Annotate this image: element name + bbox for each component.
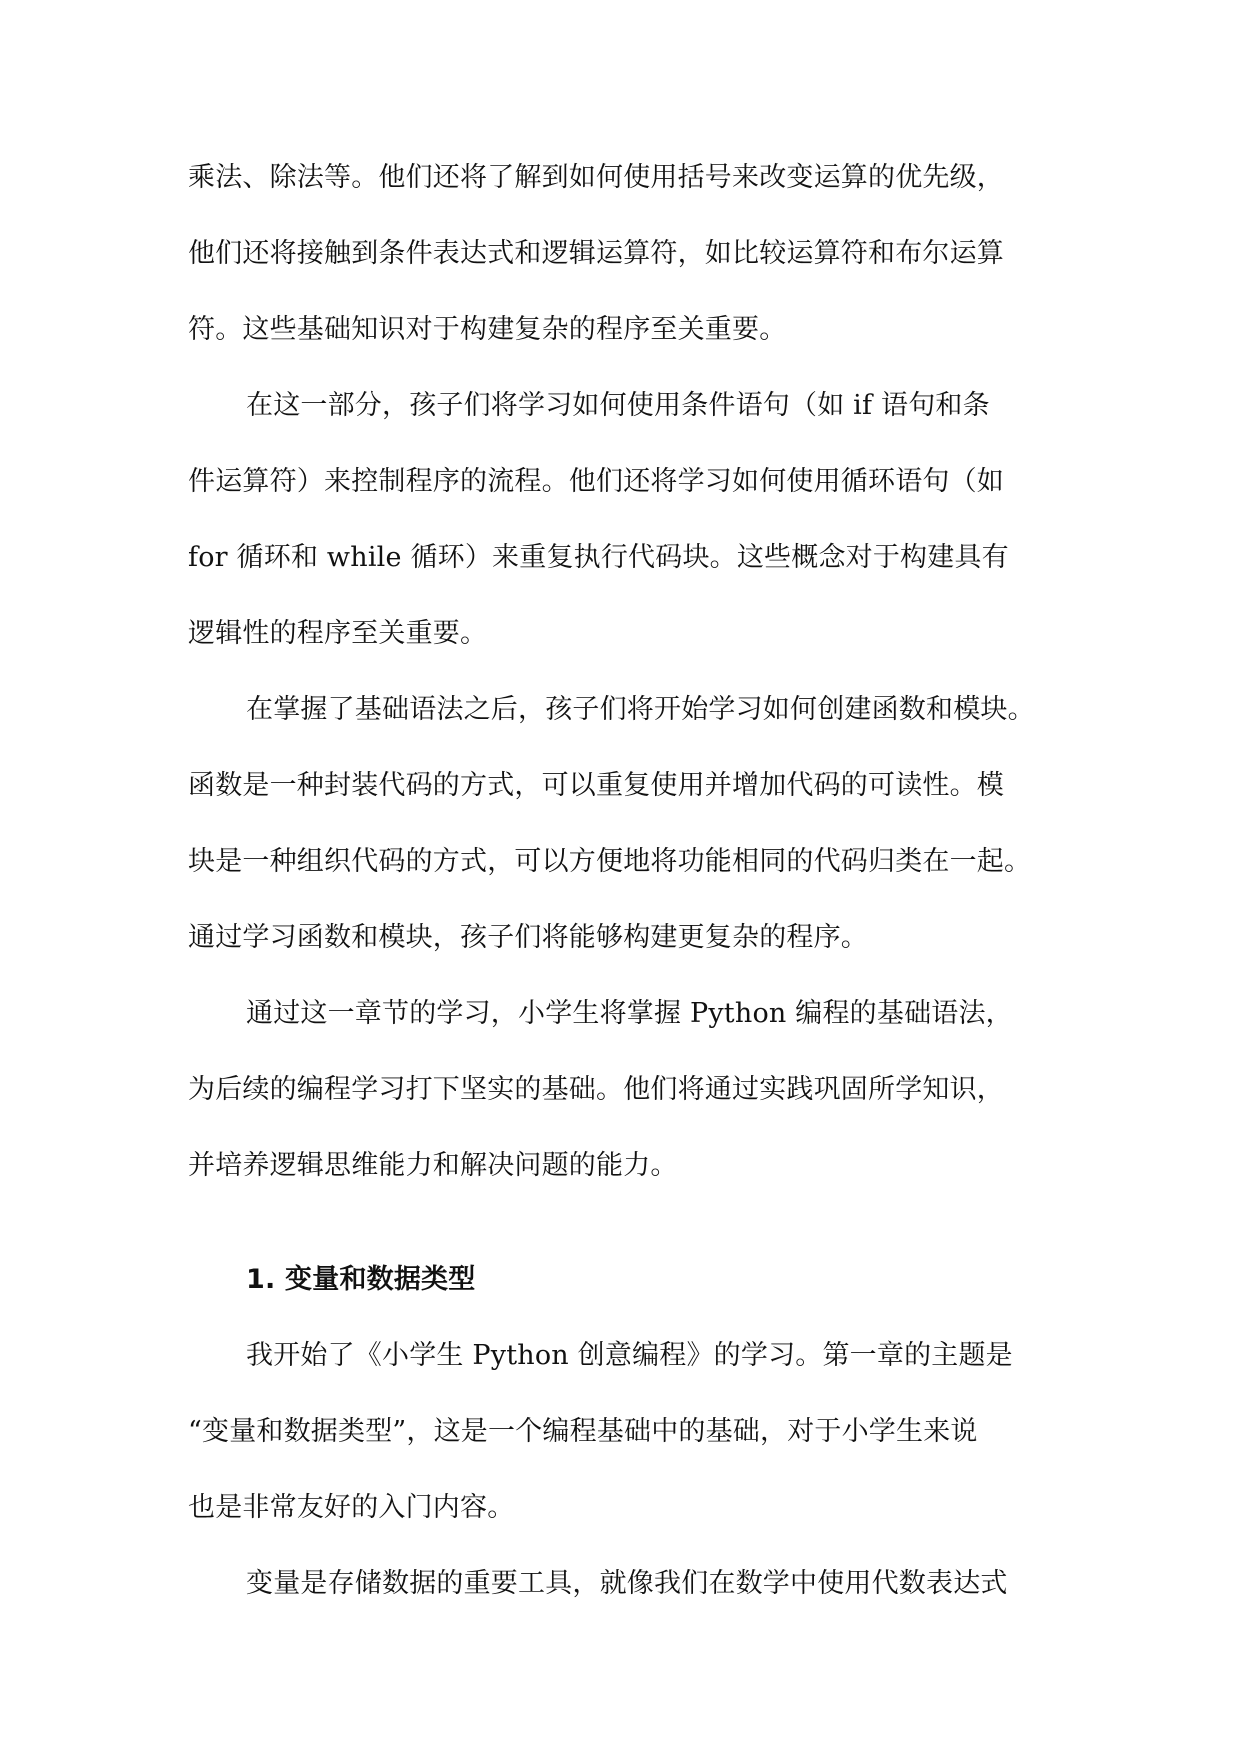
- paragraph-line: 符。这些基础知识对于构建复杂的程序至关重要。: [188, 314, 787, 345]
- section-spacer: [188, 1204, 1058, 1242]
- paragraph-line: 在掌握了基础语法之后，孩子们将开始学习如何创建函数和模块。: [246, 694, 1035, 725]
- paragraph-line: 我开始了《小学生 Python 创意编程》的学习。第一章的主题是: [246, 1340, 1013, 1371]
- paragraph-line: 在这一部分，孩子们将学习如何使用条件语句（如 if 语句和条: [246, 390, 990, 421]
- paragraph-line: 通过这一章节的学习，小学生将掌握 Python 编程的基础语法，: [246, 998, 1013, 1029]
- paragraph-line: 件运算符）来控制程序的流程。他们还将学习如何使用循环语句（如: [188, 466, 1004, 497]
- paragraph-line: 为后续的编程学习打下坚实的基础。他们将通过实践巩固所学知识，: [188, 1074, 1004, 1105]
- paragraph-line: 逻辑性的程序至关重要。: [188, 618, 488, 649]
- section-heading: 1. 变量和数据类型: [246, 1264, 476, 1295]
- paragraph-line: 通过学习函数和模块，孩子们将能够构建更复杂的程序。: [188, 922, 868, 953]
- paragraph-line: “变量和数据类型”，这是一个编程基础中的基础，对于小学生来说: [188, 1416, 978, 1447]
- paragraph-line: 他们还将接触到条件表达式和逻辑运算符，如比较运算符和布尔运算: [188, 238, 1004, 269]
- document-body: [188, 140, 1058, 1622]
- paragraph-line: for 循环和 while 循环）来重复执行代码块。这些概念对于构建具有: [188, 542, 1009, 573]
- paragraph-line: 变量是存储数据的重要工具，就像我们在数学中使用代数表达式: [246, 1568, 1008, 1599]
- paragraph-line: 也是非常友好的入门内容。: [188, 1492, 515, 1523]
- paragraph-line: 乘法、除法等。他们还将了解到如何使用括号来改变运算的优先级，: [188, 162, 1004, 193]
- paragraph-line: 函数是一种封装代码的方式，可以重复使用并增加代码的可读性。模: [188, 770, 1004, 801]
- paragraph-line: 并培养逻辑思维能力和解决问题的能力。: [188, 1150, 678, 1181]
- paragraph-line: 块是一种组织代码的方式，可以方便地将功能相同的代码归类在一起。: [188, 846, 1032, 877]
